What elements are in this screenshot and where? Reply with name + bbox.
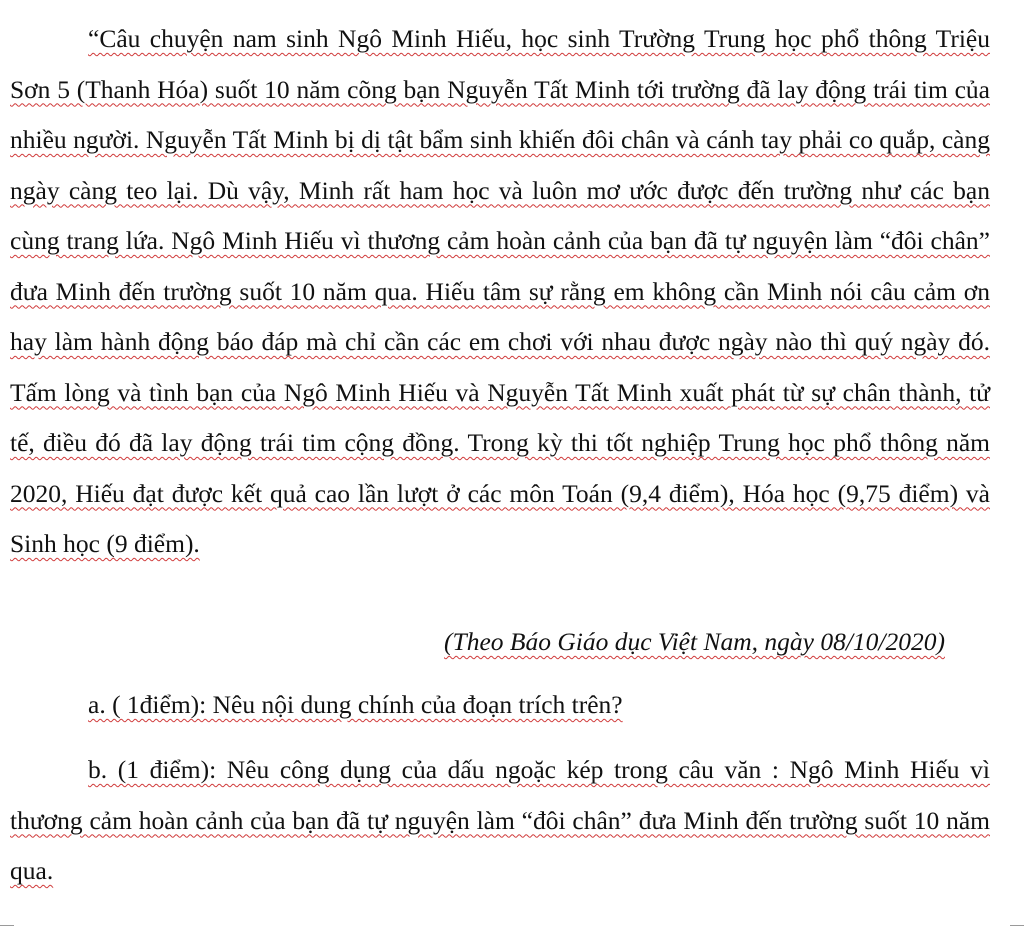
reading-passage: “Câu chuyện nam sinh Ngô Minh Hiếu, học sinh Trường Trung học phổ thông Triệu Sơn 5 (Thanh Hóa) suốt 10 năm cõng bạn Nguyễn Tất Minh tới trường đã lay động trái tim của nhiều người. Nguyễn Tất Minh bị dị tật bẩm sinh khiến đôi chân và cánh tay phải co quắp, càng ngày càng teo lại. Dù vậy, Minh rất ham học và luôn mơ ước được đến trường như các bạn cùng trang lứa. Ngô Minh Hiếu vì thương cảm hoàn cảnh của bạn đã tự nguyện làm “đôi chân” đưa Minh đến trường suốt 10 năm qua. Hiếu tâm sự rằng em không cần Minh nói câu cảm ơn hay làm hành động báo đáp mà chỉ cần các em chơi với nhau được ngày nào thì quý ngày đó. Tấm lòng và tình bạn của Ngô Minh Hiếu và Nguyễn Tất Minh xuất phát từ sự chân thành, tử tế, điều đó đã lay động trái tim cộng đồng. Trong kỳ thi tốt nghiệp Trung học phổ thông năm 2020, Hiếu đạt được kết quả cao lần lượt ở các môn Toán (9,4 điểm), Hóa học (9,75 điểm) và Sinh học (9 điểm).: [10, 24, 990, 558]
question-b: b. (1 điểm): Nêu công dụng của dấu ngoặc kép trong câu văn : Ngô Minh Hiếu vì thương cảm hoàn cảnh của bạn đã tự nguyện làm “đôi chân” đưa Minh đến trường suốt 10 năm qua.: [10, 755, 990, 885]
question-a: a. ( 1điểm): Nêu nội dung chính của đoạn trích trên?: [88, 690, 623, 719]
source-citation: (Theo Báo Giáo dục Việt Nam, ngày 08/10/2020): [444, 627, 945, 656]
page-corner-mark-right: [1010, 925, 1024, 926]
page-corner-mark-left: [0, 925, 14, 926]
